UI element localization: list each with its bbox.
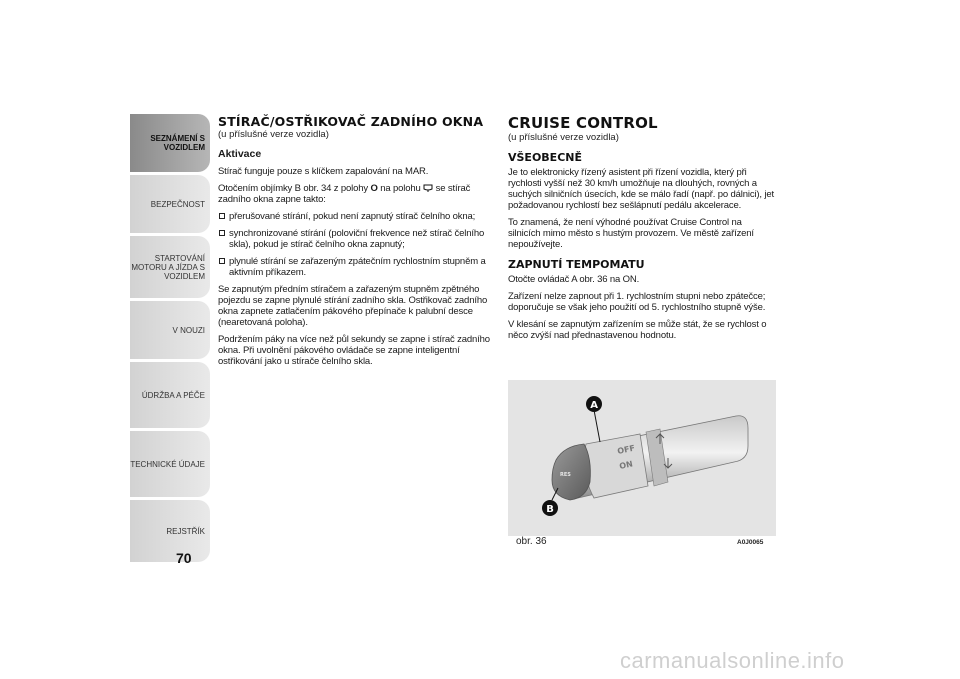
tab-udrzba-a-pece[interactable]: ÚDRŽBA A PÉČE (130, 362, 210, 428)
chapter-sidebar (130, 114, 210, 565)
paragraph-with-symbols: Otočením objímky B obr. 34 z polohy O na polohu se stírač zadního okna zapne takto: (218, 183, 471, 205)
paragraph: Otočte ovládač A obr. 36 na ON. (508, 274, 640, 285)
left-column (218, 114, 494, 373)
paragraph: Podržením páky na více než půl sekundy se zapne i stírač zadního okna. Při uvolnění pákového ovládače se zapne inteligentní ostřikování jako u stírače čelního skla. (218, 334, 490, 367)
heading-general: VŠEOBECNĚ (508, 151, 582, 164)
tab-rejstrik[interactable]: REJSTŘÍK (130, 500, 210, 562)
heading-enable: ZAPNUTÍ TEMPOMATU (508, 258, 645, 271)
activation-heading: Aktivace (218, 148, 262, 160)
on-label: ON (618, 459, 634, 471)
paragraph: Zařízení nelze zapnout při 1. rychlostním stupni nebo zpátečce; doporučuje se však jeho použití od 5. rychlostního stupně výše. (508, 291, 766, 313)
off-position-symbol: O (370, 183, 378, 194)
cruise-control-lever-illustration (508, 380, 776, 536)
paragraph: V klesání se zapnutým zařízením se může stát, že se rychlost o něco zvýší nad přednastavenou hodnotu. (508, 319, 767, 341)
tab-v-nouzi[interactable]: V NOUZI (130, 301, 210, 359)
list-item: plynulé stírání se zařazeným zpátečním rychlostním stupněm a aktivním příkazem. (218, 256, 494, 278)
section-subtitle: (u příslušné verze vozidla) (218, 129, 329, 140)
paragraph: Stírač funguje pouze s klíčkem zapalování na MAR. (218, 166, 429, 177)
reset-label: RES (560, 472, 571, 478)
page-number: 70 (176, 550, 192, 566)
watermark: carmanualsonline.info (620, 648, 845, 673)
section-title-cruise-control: CRUISE CONTROL (508, 114, 658, 132)
figure-cruise-lever (508, 380, 776, 536)
callout-b-label: B (546, 504, 554, 515)
figure-code: A0J0065 (737, 539, 764, 546)
rear-wiper-icon (423, 184, 433, 192)
paragraph: To znamená, že není výhodné používat Cruise Control na silnicích mimo město s hustým provozem. Ve městě zařízení nepoužívejte. (508, 217, 754, 250)
tab-startovani[interactable]: STARTOVÁNÍ MOTORU A JÍZDA S VOZIDLEM (130, 236, 210, 298)
tab-technicke-udaje[interactable]: TECHNICKÉ ÚDAJE (130, 431, 210, 497)
section-title-rear-wiper: STÍRAČ/OSTŘIKOVAČ ZADNÍHO OKNA (218, 114, 484, 129)
tab-bezpecnost[interactable]: BEZPEČNOST (130, 175, 210, 233)
list-item: synchronizované stírání (poloviční frekvence než stírač čelního skla), pokud je stírač čelního okna zapnutý; (218, 228, 494, 250)
callout-a-label: A (590, 400, 598, 411)
figure-caption: obr. 36 (516, 536, 547, 547)
paragraph: Je to elektronicky řízený asistent při řízení vozidla, který při rychlosti vyšší než 30 km/h umožňuje na dlouhých, rovných a suchých silničních úsecích, kde se málo řadí (např. po dálnici), jet požadovanou rychlostí bez sešlápnutí pedálu akcelerace. (508, 167, 774, 211)
section-subtitle: (u příslušné verze vozidla) (508, 132, 619, 143)
off-label: OFF (616, 443, 636, 456)
paragraph: Se zapnutým předním stíračem a zařazeným stupněm zpětného pojezdu se zapne plynulé stírání zadního skla. Ostřikovač zadního okna zapnete zatlačením pákového přepínače k palubní desce (nearetovaná poloha). (218, 284, 488, 328)
right-column (508, 114, 776, 347)
list-item: přerušované stírání, pokud není zapnutý stírač čelního okna; (218, 211, 494, 222)
tab-seznameni-s-vozidlem[interactable]: SEZNÁMENÍ S VOZIDLEM (130, 114, 210, 172)
